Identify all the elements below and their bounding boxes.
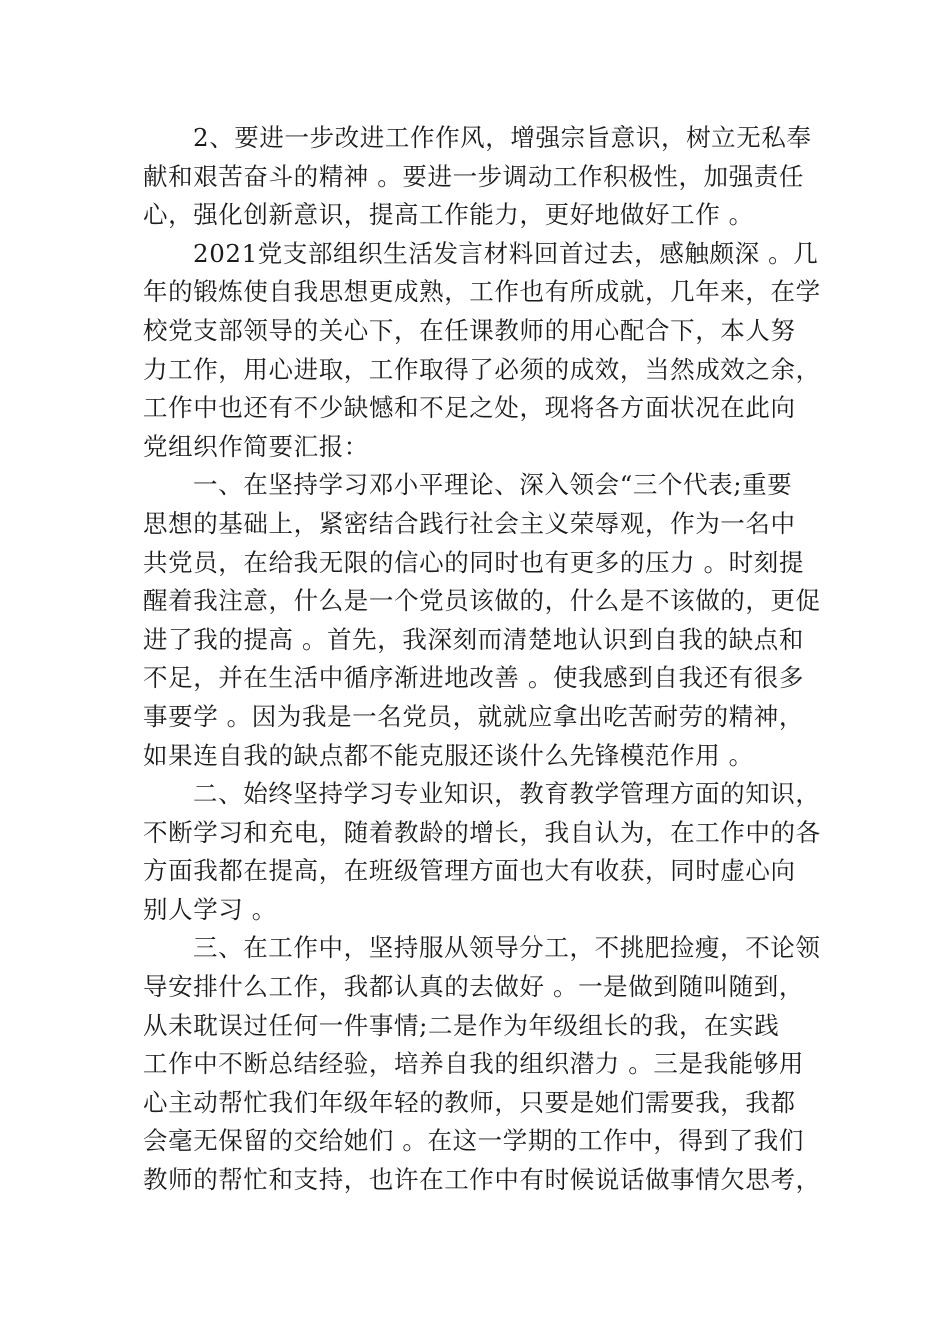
text-line: 导安排什么工作，我都认真的去做好 。一是做到随叫随到， bbox=[143, 972, 804, 1002]
text-line: 教师的帮忙和支持，也许在工作中有时候说话做事情欠思考， bbox=[143, 1165, 821, 1195]
text-line: 献和艰苦奋斗的精神 。要进一步调动工作积极性，加强责任 bbox=[143, 161, 804, 191]
text-line: 不断学习和充电，随着教龄的增长，我自认为，在工作中的各 bbox=[143, 817, 821, 847]
text-line: 从未耽误过任何一件事情;二是作为年级组长的我，在实践 bbox=[143, 1010, 780, 1040]
text-line: 醒着我注意，什么是一个党员该做的，什么是不该做的，更促 bbox=[143, 586, 821, 616]
text-line: 方面我都在提高，在班级管理方面也大有收获，同时虚心向 bbox=[143, 856, 796, 886]
text-line: 心，强化创新意识，提高工作能力，更好地做好工作 。 bbox=[143, 200, 754, 230]
paragraph-first-line: 三、在工作中，坚持服从领导分工，不挑肥捡瘦，不论领 bbox=[193, 933, 821, 963]
text-line: 别人学习 。 bbox=[143, 894, 277, 924]
text-line: 工作中也还有不少缺憾和不足之处，现将各方面状况在此向 bbox=[143, 393, 796, 423]
text-line: 年的锻炼使自我思想更成熟，工作也有所成就，几年来，在学 bbox=[143, 277, 821, 307]
paragraph-first-line: 一、在坚持学习邓小平理论、深入领会“三个代表;重要 bbox=[193, 470, 793, 500]
text-line: 会毫无保留的交给她们 。在这一学期的工作中，得到了我们 bbox=[143, 1126, 804, 1156]
paragraph-first-line: 2、要进一步改进工作作风，增强宗旨意识，树立无私奉 bbox=[193, 123, 812, 152]
document-body bbox=[143, 119, 821, 1200]
text-line: 工作中不断总结经验，培养自我的组织潜力 。三是我能够用 bbox=[143, 1049, 804, 1079]
text-line: 共党员，在给我无限的信心的同时也有更多的压力 。时刻提 bbox=[143, 547, 804, 577]
text-line: 思想的基础上，紧密结合践行社会主义荣辱观，作为一名中 bbox=[143, 508, 796, 538]
paragraph-first-line: 二、始终坚持学习专业知识，教育教学管理方面的知识， bbox=[193, 779, 821, 809]
paragraph-first-line: 2021党支部组织生活发言材料回首过去，感触颇深 。几 bbox=[193, 238, 819, 268]
text-line: 不足，并在生活中循序渐进地改善 。使我感到自我还有很多 bbox=[143, 663, 804, 693]
text-line: 如果连自我的缺点都不能克服还谈什么先锋模范作用 。 bbox=[143, 740, 754, 770]
text-line: 事要学 。因为我是一名党员，就就应拿出吃苦耐劳的精神， bbox=[143, 701, 804, 731]
text-line: 进了我的提高 。首先，我深刻而清楚地认识到自我的缺点和 bbox=[143, 624, 804, 654]
text-line: 党组织作简要汇报： bbox=[143, 431, 369, 461]
text-line: 心主动帮忙我们年级年轻的教师，只要是她们需要我，我都 bbox=[143, 1087, 796, 1117]
text-line: 校党支部领导的关心下，在任课教师的用心配合下，本人努 bbox=[143, 315, 796, 345]
text-line: 力工作，用心进取，工作取得了必须的成效，当然成效之余， bbox=[143, 354, 821, 384]
